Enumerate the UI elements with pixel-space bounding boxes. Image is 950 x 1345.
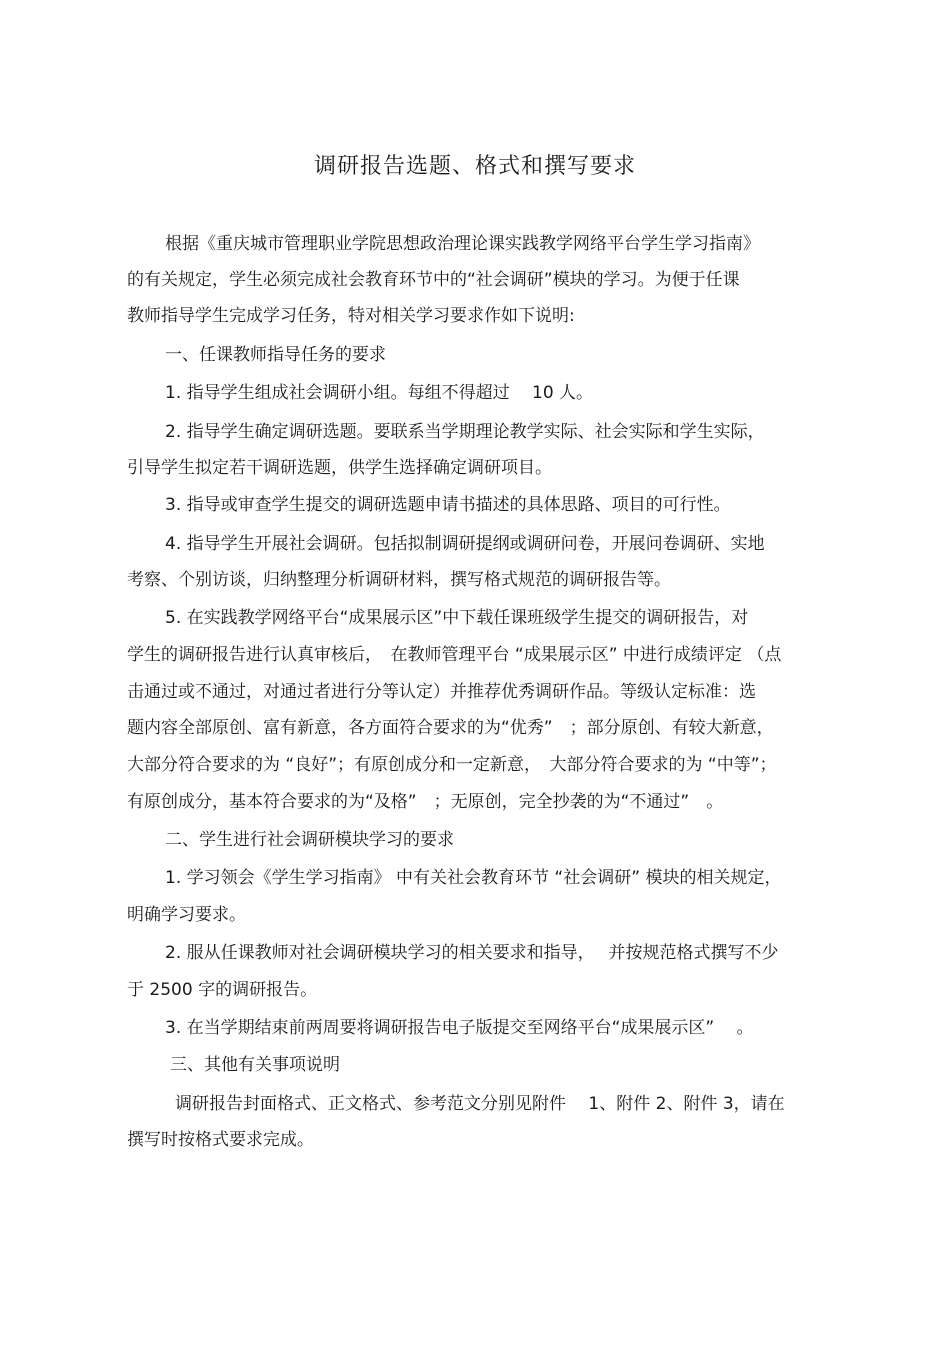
list-item-continuation: 考察、个别访谈，归纳整理分析调研材料，撰写格式规范的调研报告等。 [127, 570, 671, 590]
list-item-continuation: 题内容全部原创、富有新意，各方面符合要求的为“优秀” ；部分原创、有较大新意， [127, 718, 774, 738]
list-item-continuation: 大部分符合要求的为 “良好”；有原创成分和一定新意， 大部分符合要求的为 “中等”； [127, 755, 777, 775]
list-item: 1. 学习领会《学生学习指南》 中有关社会教育环节 “社会调研” 模块的相关规定， [165, 868, 782, 888]
paragraph-line: 根据《重庆城市管理职业学院思想政治理论课实践教学网络平台学生学习指南》 [165, 234, 760, 254]
list-item: 4. 指导学生开展社会调研。包括拟制调研提纲或调研问卷，开展问卷调研、实地 [165, 534, 765, 554]
paragraph-line: 的有关规定，学生必须完成社会教育环节中的“社会调研”模块的学习。为便于任课 [127, 270, 740, 290]
section-heading: 二、学生进行社会调研模块学习的要求 [165, 830, 454, 850]
list-item-continuation: 击通过或不通过，对通过者进行分等认定）并推荐优秀调研作品。等级认定标准：选 [127, 682, 756, 702]
section-heading: 一、任课教师指导任务的要求 [165, 345, 386, 365]
list-item: 2. 指导学生确定调研选题。要联系当学期理论教学实际、社会实际和学生实际， [165, 422, 765, 442]
list-item: 3. 在当学期结束前两周要将调研报告电子版提交至网络平台“成果展示区” 。 [165, 1018, 754, 1038]
paragraph-line: 教师指导学生完成学习任务，特对相关学习要求作如下说明: [127, 306, 575, 326]
list-item-continuation: 有原创成分，基本符合要求的为“及格” ；无原创，完全抄袭的为“不通过” 。 [127, 792, 724, 812]
paragraph-line: 撰写时按格式要求完成。 [127, 1130, 314, 1150]
list-item-continuation: 于 2500 字的调研报告。 [127, 980, 318, 1000]
list-item: 5. 在实践教学网络平台“成果展示区”中下载任课班级学生提交的调研报告，对 [165, 608, 749, 628]
list-item-continuation: 学生的调研报告进行认真审核后， 在教师管理平台 “成果展示区” 中进行成绩评定 （点 [127, 645, 782, 665]
list-item-continuation: 明确学习要求。 [127, 905, 246, 925]
paragraph-line: 调研报告封面格式、正文格式、参考范文分别见附件 1、附件 2、附件 3，请在 [175, 1094, 785, 1114]
list-item-continuation: 引导学生拟定若干调研选题，供学生选择确定调研项目。 [127, 458, 552, 478]
document-title: 调研报告选题、格式和撰写要求 [313, 154, 636, 179]
list-item: 2. 服从任课教师对社会调研模块学习的相关要求和指导， 并按规范格式撰写不少 [165, 943, 779, 963]
section-heading: 三、其他有关事项说明 [170, 1055, 340, 1075]
list-item: 1. 指导学生组成社会调研小组。每组不得超过 10 人。 [165, 383, 594, 403]
list-item: 3. 指导或审查学生提交的调研选题申请书描述的具体思路、项目的可行性。 [165, 495, 731, 515]
